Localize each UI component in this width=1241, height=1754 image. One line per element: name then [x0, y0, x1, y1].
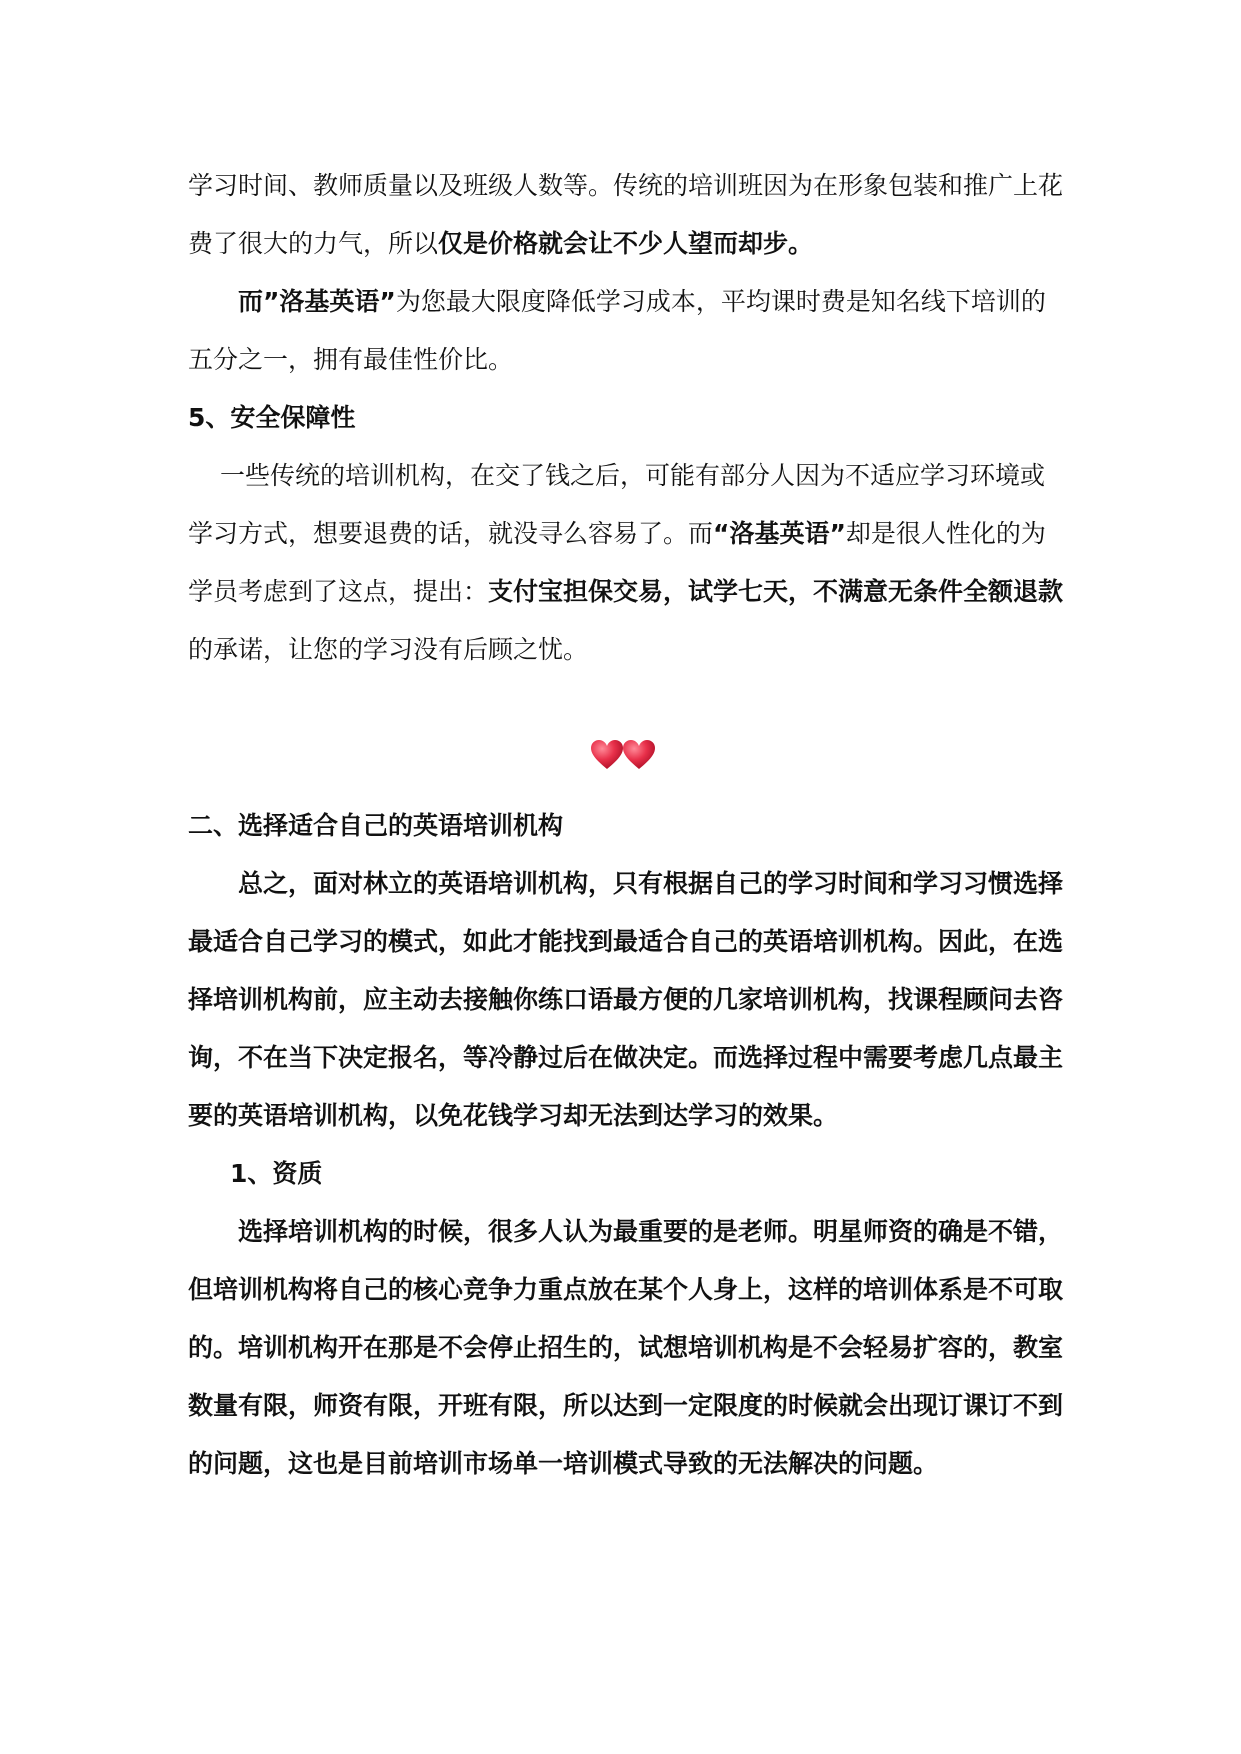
section-heading [188, 400, 1058, 436]
section-heading [230, 1156, 1100, 1192]
text-run: 学习方式，想要退费的话，就没寻么容易了。而 [188, 519, 714, 548]
text-run-bold: 仅是价格就会让不少人望而却步。 [438, 229, 814, 258]
text-line [188, 168, 1064, 204]
text-run: 五分之一，拥有最佳性价比。 [188, 345, 514, 374]
text-line [238, 284, 1108, 320]
text-line [188, 1040, 1064, 1076]
text-line [188, 516, 1058, 552]
text-line [188, 342, 1058, 378]
text-line [238, 1214, 1108, 1250]
text-line [188, 574, 1064, 610]
text-line [188, 982, 1064, 1018]
text-run-bold: 但培训机构将自己的核心竞争力重点放在某个人身上，这样的培训体系是不可取 [188, 1275, 1064, 1304]
text-run-bold: 支付宝担保交易，试学七天，不满意无条件全额退款 [488, 577, 1064, 606]
text-run-bold: 的。培训机构开在那是不会停止招生的，试想培训机构是不会轻易扩容的，教室 [188, 1333, 1064, 1362]
text-line [188, 1098, 1058, 1134]
section-heading [188, 808, 1058, 844]
text-line [188, 632, 1058, 668]
text-run-bold: 选择培训机构的时候，很多人认为最重要的是老师。明星师资的确是不错， [238, 1217, 1064, 1246]
text-line [220, 458, 1090, 494]
text-line [188, 1272, 1064, 1308]
text-run: 一些传统的培训机构，在交了钱之后，可能有部分人因为不适应学习环境或 [220, 461, 1046, 490]
text-run: 学习时间、教师质量以及班级人数等。传统的培训班因为在形象包装和推广上花 [188, 171, 1064, 200]
text-run-bold: 的问题，这也是目前培训市场单一培训模式导致的无法解决的问题。 [188, 1449, 939, 1478]
text-run: 为您最大限度降低学习成本，平均课时费是知名线下培训的 [395, 287, 1046, 316]
text-line [188, 1330, 1064, 1366]
text-line [188, 1446, 1058, 1482]
text-run-bold: 总之，面对林立的英语培训机构，只有根据自己的学习时间和学习习惯选择 [238, 869, 1064, 898]
text-run-bold: 要的英语培训机构，以免花钱学习却无法到达学习的效果。 [188, 1101, 839, 1130]
text-line [238, 866, 1108, 902]
text-run-bold: 5、安全保障性 [188, 403, 356, 432]
text-run: 的承诺，让您的学习没有后顾之忧。 [188, 635, 589, 664]
text-line [188, 226, 1058, 262]
text-run-bold: 二、选择适合自己的英语培训机构 [188, 811, 564, 840]
text-run: 费了很大的力气，所以 [188, 229, 439, 258]
text-run-bold: 数量有限，师资有限，开班有限，所以达到一定限度的时候就会出现订课订不到 [188, 1391, 1064, 1420]
text-run: 却是很人性化的为 [845, 519, 1046, 548]
text-run-bold: 而”洛基英语” [238, 287, 396, 316]
text-line [188, 924, 1064, 960]
text-run-bold: 1、资质 [230, 1159, 323, 1188]
text-run: 学员考虑到了这点，提出： [188, 577, 489, 606]
two-hearts-icon [590, 738, 660, 772]
text-run-bold: 询，不在当下决定报名，等冷静过后在做决定。而选择过程中需要考虑几点最主 [188, 1043, 1064, 1072]
text-line [188, 1388, 1064, 1424]
text-run-bold: “洛基英语” [713, 519, 846, 548]
text-run-bold: 择培训机构前，应主动去接触你练口语最方便的几家培训机构，找课程顾问去咨 [188, 985, 1064, 1014]
text-run-bold: 最适合自己学习的模式，如此才能找到最适合自己的英语培训机构。因此，在选 [188, 927, 1064, 956]
